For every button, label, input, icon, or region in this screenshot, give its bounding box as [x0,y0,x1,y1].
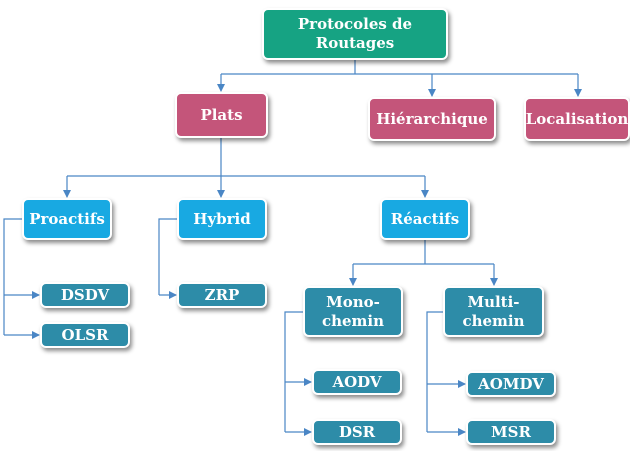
connector-multi-trunk [427,312,443,432]
reactifs-label: Réactifs [390,209,460,228]
multi-label-line1: Multi- [467,292,520,311]
localisation-label: Localisation [525,109,629,128]
mono-label-line2: chemin [321,311,385,330]
localisation-node [524,97,630,141]
hierarchique-node [368,97,496,141]
aomdv-node [466,371,556,397]
aodv-node [312,369,402,395]
hierarchique-label: Hiérarchique [376,109,488,128]
zrp-node [177,282,267,308]
dsr-node [312,419,402,445]
zrp-label: ZRP [204,285,240,304]
root-label: Protocoles de Routages [297,15,413,52]
connector-hybrid-trunk [159,219,177,295]
connector-mono-trunk [285,312,303,432]
root-node [262,8,448,60]
connector-proactifs-trunk [4,219,22,335]
mono-label-line1: Mono- [326,292,380,311]
msr-node [466,419,556,445]
proactifs-node [22,198,112,240]
mono-chemin-node [303,286,403,337]
msr-label: MSR [491,422,531,441]
multi-chemin-node [443,286,544,337]
olsr-node [40,322,130,348]
reactifs-node [380,198,470,240]
olsr-label: OLSR [61,325,109,344]
proactifs-label: Proactifs [29,209,105,228]
hybrid-node [177,198,267,240]
aomdv-label: AOMDV [478,374,544,393]
aodv-label: AODV [332,372,382,391]
dsdv-label: DSDV [60,285,110,304]
plats-node [175,92,268,138]
dsr-label: DSR [338,422,376,441]
dsdv-node [40,282,130,308]
multi-label-line2: chemin [462,311,525,330]
hybrid-label: Hybrid [193,209,251,228]
plats-label: Plats [200,105,243,124]
